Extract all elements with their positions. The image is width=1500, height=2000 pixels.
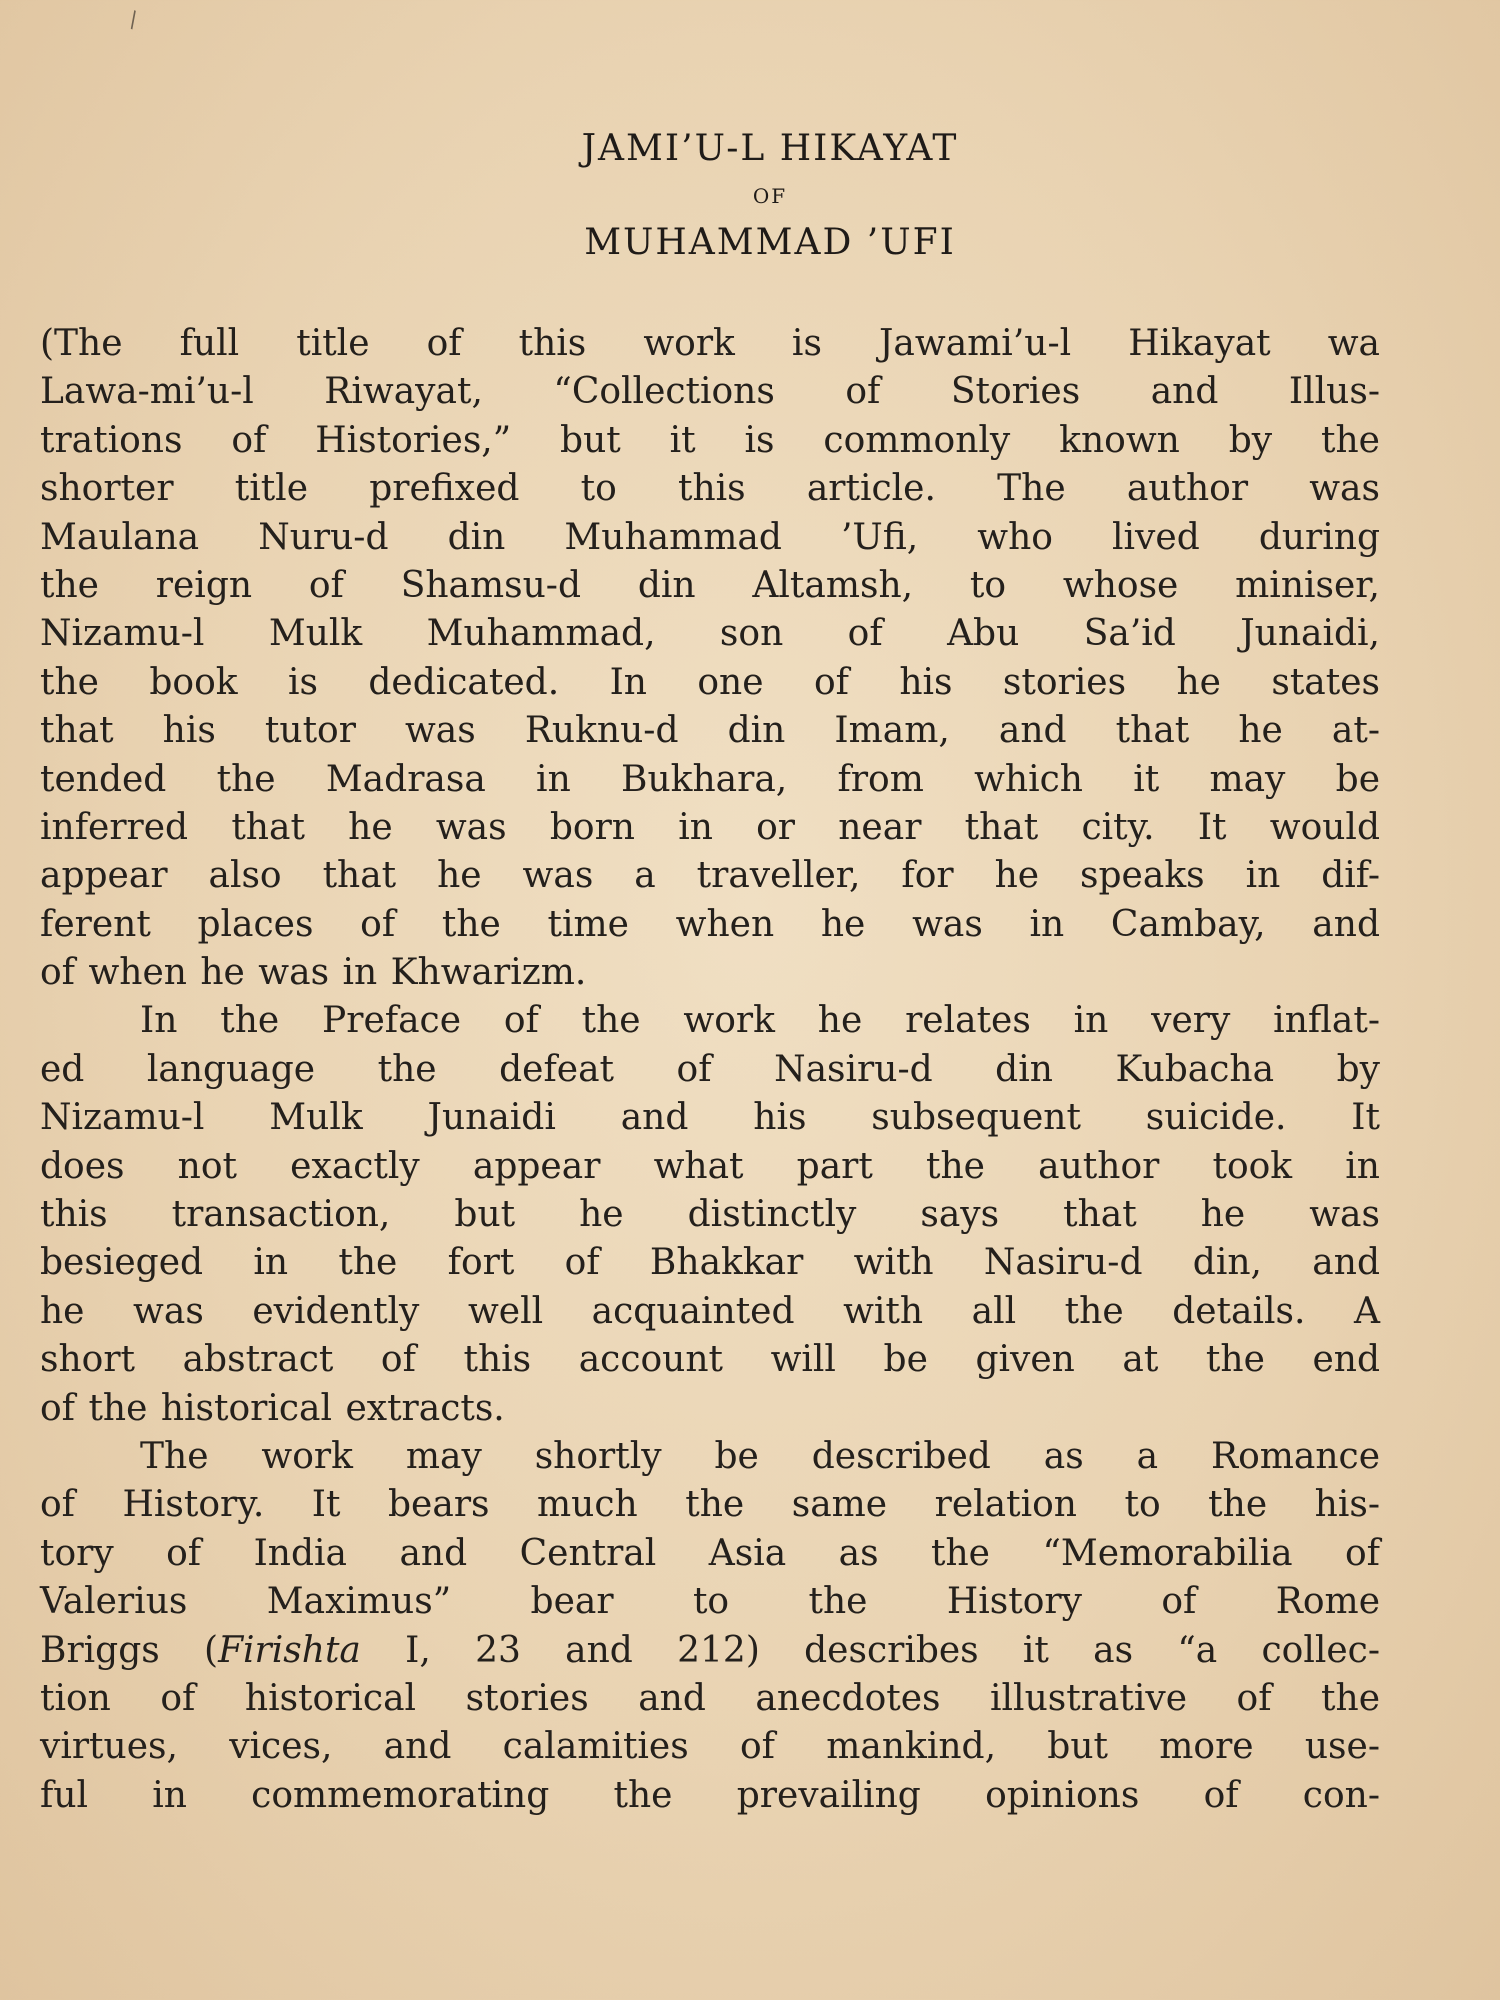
text-line: tended the Madrasa in Bukhara, from which it may be — [40, 758, 1380, 800]
text-line: trations of Histories,” but it is commonly known by the — [40, 419, 1380, 461]
article-body — [40, 320, 1380, 1820]
paragraph-2 — [40, 997, 1380, 1433]
text-line: short abstract of this account will be given at the end — [40, 1339, 1380, 1381]
text-line: the book is dedicated. In one of his stories he states — [40, 661, 1380, 703]
text-line: of the historical extracts. — [40, 1387, 505, 1429]
text-line: (The full title of this work is Jawami’u-l Hikayat wa — [40, 323, 1380, 364]
paragraph-1 — [40, 320, 1380, 997]
text-line: Maulana Nuru-d din Muhammad ’Ufi, who lived during — [40, 516, 1380, 558]
text-line: does not exactly appear what part the author took in — [40, 1145, 1380, 1187]
title-line-1: JAMI’U-L HIKAYAT — [581, 128, 959, 169]
text-line: In the Preface of the work he relates in very inflat- — [140, 1000, 1380, 1042]
paragraph-3 — [40, 1433, 1380, 1820]
text-line: he was evidently well acquainted with all the details. A — [40, 1290, 1380, 1332]
text-line: Nizamu-l Mulk Junaidi and his subsequent suicide. It — [40, 1097, 1380, 1139]
text-line: inferred that he was born in or near that city. It would — [40, 806, 1380, 848]
title-line-2: OF — [752, 184, 788, 208]
text-line: this transaction, but he distinctly says that he was — [40, 1194, 1380, 1236]
text-line: ful in commemorating the prevailing opinions of con- — [40, 1774, 1380, 1816]
text-line: of when he was in Khwarizm. — [40, 952, 587, 994]
text-line: of History. It bears much the same relation to the his- — [40, 1484, 1380, 1526]
title-line-3: MUHAMMAD ’UFI — [584, 222, 956, 263]
text-line: Valerius Maximus” bear to the History of Rome — [40, 1581, 1380, 1623]
text-segment: Briggs ( — [40, 1629, 219, 1671]
text-line: Nizamu-l Mulk Muhammad, son of Abu Sa’id Junaidi, — [40, 613, 1380, 655]
text-line: tory of India and Central Asia as the “Memorabilia of — [40, 1532, 1380, 1574]
text-line: ed language the defeat of Nasiru-d din Kubacha by — [40, 1048, 1380, 1090]
text-line: shorter title prefixed to this article. The author was — [40, 468, 1380, 510]
text-line: virtues, vices, and calamities of mankind, but more use- — [40, 1726, 1380, 1768]
text-line: the reign of Shamsu-d din Altamsh, to whose miniser, — [40, 564, 1380, 606]
text-line: that his tutor was Ruknu-d din Imam, and that he at- — [40, 710, 1380, 752]
text-line: The work may shortly be described as a Romance — [140, 1435, 1380, 1477]
text-line: Lawa-mi’u-l Riwayat, “Collections of Stories and Illus- — [40, 371, 1380, 413]
text-line: tion of historical stories and anecdotes illustrative of the — [40, 1677, 1380, 1719]
page-mark: \ — [123, 7, 143, 33]
text-line: besieged in the fort of Bhakkar with Nasiru-d din, and — [40, 1242, 1380, 1284]
book-title-italic: Firishta — [218, 1629, 361, 1671]
text-line-with-italic — [40, 1627, 1380, 1675]
text-segment: I, 23 and 212) describes it as “a collec- — [360, 1629, 1380, 1671]
text-line: appear also that he was a traveller, for he speaks in dif- — [40, 855, 1380, 897]
text-line: ferent places of the time when he was in Cambay, and — [40, 903, 1380, 945]
